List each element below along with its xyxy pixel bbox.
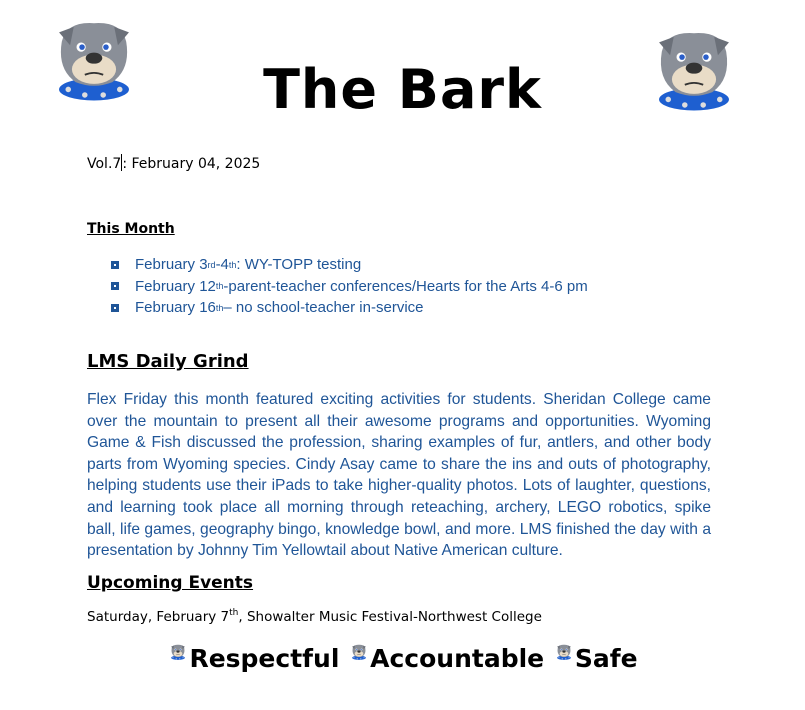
item-text: February 16 [135,299,216,316]
daily-grind-body: Flex Friday this month featured exciting activities for students. Sheridan College came over the mountain to present all their awesome programs and opportunities. Wyoming Game & Fish discussed the profession, sharing examples of fur, antlers, and other body parts from Wyoming species. Cindy Asay came to share the ins and outs of photography, helping students use their iPads to take higher-quality photos. Lots of laughter, questions, and learning took place all morning through reteaching, archery, LEGO robotics, spike ball, life games, geography bingo, knowledge bowl, and more. LMS finished the day with a presentation by Johnny Tim Yellowtail about Native American culture. [87,391,711,560]
square-bullet-icon [111,261,119,269]
list-item: February 3 rd -4 th : WY-TOPP testing [111,254,588,276]
motto-word: Accountable [370,644,545,673]
superscript: th [229,608,239,618]
event-text: , Showalter Music Festival-Northwest College [238,609,542,625]
newsletter-title: The Bark [263,58,542,121]
item-text: -4 [215,256,229,273]
volume: Vol.7 [87,156,122,172]
motto [0,643,805,673]
event-item [87,609,542,625]
this-month-heading: This Month [87,221,175,237]
volume-date[interactable] [87,154,260,172]
item-text: : WY-TOPP testing [236,256,362,273]
date: : February 04, 2025 [122,156,261,172]
square-bullet-icon [111,304,119,312]
list-item: February 12 th -parent-teacher conferences/Hearts for the Arts 4-6 pm [111,276,588,298]
item-text: – no school-teacher in-service [223,299,424,316]
upcoming-events-heading: Upcoming Events [87,573,254,593]
this-month-list [111,254,588,319]
bulldog-icon [169,643,187,661]
list-item: February 16 th – no school-teacher in-service [111,297,588,319]
item-text: -parent-teacher conferences/Hearts for the Arts 4-6 pm [223,277,588,295]
bulldog-icon [555,643,573,661]
bulldog-icon [350,643,368,661]
item-text: February 12 [135,277,216,295]
daily-grind-heading: LMS Daily Grind [87,351,249,372]
event-text: Saturday, February 7 [87,609,230,625]
square-bullet-icon [111,282,119,290]
motto-word: Respectful [189,644,340,673]
item-text: February 3 [135,256,208,273]
motto-word: Safe [574,644,638,673]
